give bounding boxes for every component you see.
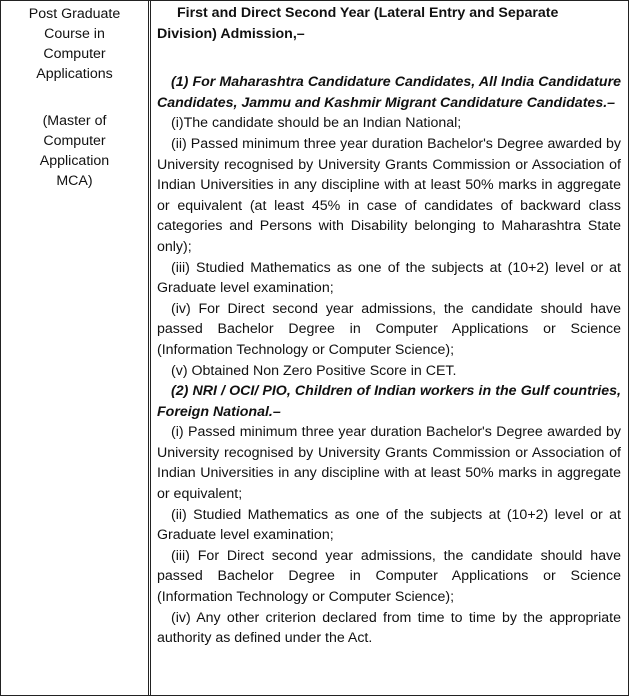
section1-item: (iii) Studied Mathematics as one of the subjects at (10+2) level or at Graduate level examination; <box>157 259 621 297</box>
section1-item: (v) Obtained Non Zero Positive Score in CET. <box>171 362 457 379</box>
course-line: Computer <box>43 46 106 62</box>
degree-name <box>1 111 148 191</box>
admission-title-line2: Division) Admission,– <box>157 25 305 42</box>
course-line: Applications <box>36 66 113 82</box>
section1-item: (iv) For Direct second year admissions, the candidate should have passed Bachelor Degree in Computer Applications or Science (Information Technology or Computer Science); <box>157 300 621 358</box>
course-line: Course in <box>44 26 105 42</box>
section1-item: (ii) Passed minimum three year duration Bachelor's Degree awarded by University recognised by University Grants Commission or Association of Indian Universities in any discipline with at least 50% marks in aggregate or equivalent (at least 45% in case of candidates of backward class categories and Persons with Disability belonging to Maharashtra State only); <box>157 135 621 255</box>
section2-heading: (2) NRI / OCI/ PIO, Children of Indian workers in the Gulf countries, Foreign National.– <box>157 383 621 420</box>
section2-item: (iv) Any other criterion declared from time to time by the appropriate authority as defined under the Act. <box>157 609 621 647</box>
course-name <box>1 4 148 84</box>
column-divider <box>148 1 151 695</box>
section1-heading: (1) For Maharashtra Candidature Candidates, All India Candidature Candidates, Jammu and Kashmir Migrant Candidature Candidates.– <box>157 74 621 111</box>
degree-line: MCA) <box>56 173 93 189</box>
section2-item: (i) Passed minimum three year duration Bachelor's Degree awarded by University recognised by University Grants Commission or Association of Indian Universities in any discipline with at least 50% marks in aggregate or equivalent; <box>157 424 621 503</box>
section2-item: (iii) For Direct second year admissions, the candidate should have passed Bachelor Degree in Computer Applications or Science (Information Technology or Computer Science); <box>157 547 621 606</box>
degree-line: (Master of <box>42 113 107 129</box>
course-cell <box>1 1 148 191</box>
admission-title-line1: First and Direct Second Year (Lateral Entry and Separate <box>177 5 559 21</box>
course-line: Post Graduate <box>28 6 121 22</box>
section2-item: (ii) Studied Mathematics as one of the subjects at (10+2) level or at Graduate level examination; <box>157 506 621 544</box>
degree-line: Computer <box>43 133 106 149</box>
degree-line: Application <box>39 153 110 169</box>
eligibility-cell <box>157 1 621 649</box>
section1-item: (i)The candidate should be an Indian National; <box>171 115 462 132</box>
